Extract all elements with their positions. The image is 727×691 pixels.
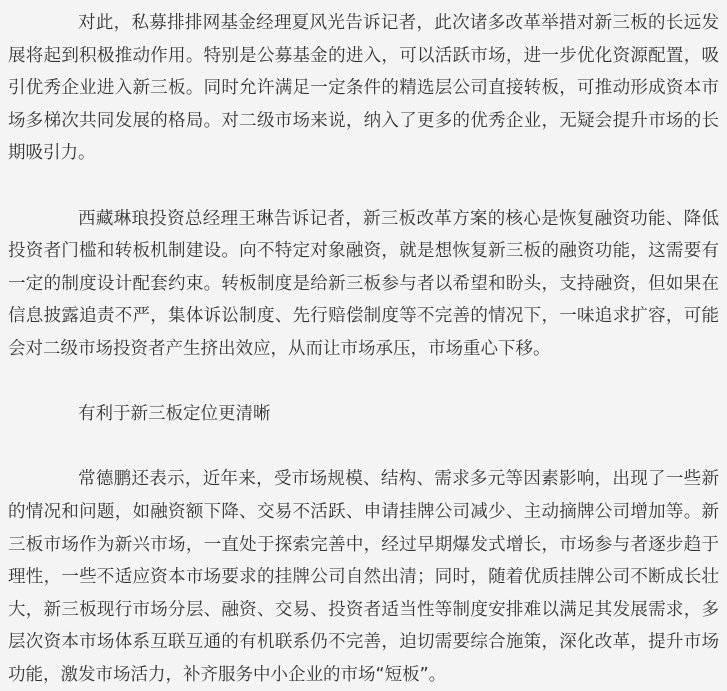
paragraph-3: 常德鹏还表示，近年来，受市场规模、结构、需求多元等因素影响，出现了一些新的情况和问题，如融资额下降、交易不活跃、申请挂牌公司减少、主动摘牌公司增加等。新三板市场作为新兴市场，一直处于探索完善中，经过早期爆发式增长，市场参与者逐步趋于理性，一些不适应资本市场要求的挂牌公司自然出清；同时，随着优质挂牌公司不断成长壮大，新三板现行市场分层、融资、交易、投资者适当性等制度安排难以满足其发展需求，多层次资本市场体系互联互通的有机联系仍不完善，迫切需要综合施策，深化改革，提升市场功能，激发市场活力，补齐服务中小企业的市场“短板”。 <box>8 469 719 685</box>
paragraph-2: 西藏琳琅投资总经理王琳告诉记者，新三板改革方案的核心是恢复融资功能、降低投资者门槛和转板机制建设。向不特定对象融资，就是想恢复新三板的融资功能，这需要有一定的制度设计配套约束。转板制度是给新三板参与者以希望和盼头，支持融资，但如果在信息披露追责不严，集体诉讼制度、先行赔偿制度等不完善的情况下，一味追求扩容，可能会对二级市场投资者产生挤出效应，从而让市场承压，市场重心下移。 <box>8 208 719 359</box>
section-heading: 有利于新三板定位更清晰 <box>78 404 271 425</box>
paragraph-1: 对此，私募排排网基金经理夏风光告诉记者，此次诸多改革举措对新三板的长远发展将起到积极推动作用。特别是公募基金的进入，可以活跃市场，进一步优化资源配置，吸引优秀企业进入新三板。同时允许满足一定条件的精选层公司直接转板，可推动形成资本市场多梯次共同发展的格局。对二级市场来说，纳入了更多的优秀企业，无疑会提升市场的长期吸引力。 <box>8 13 719 164</box>
